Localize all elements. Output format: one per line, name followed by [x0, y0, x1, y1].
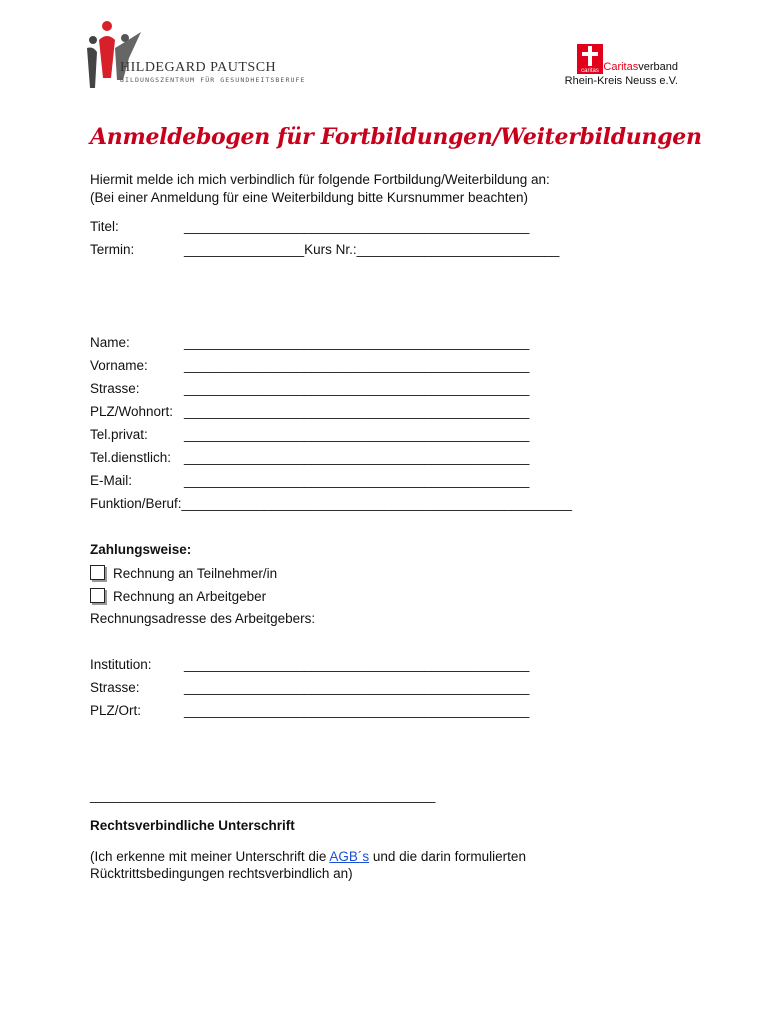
- intro-line-2: (Bei einer Anmeldung für eine Weiterbildung bitte Kursnummer beachten): [90, 190, 528, 205]
- course-title-label: Titel:: [90, 219, 119, 234]
- strasse-field[interactable]: ______________________________________________: [184, 381, 530, 396]
- caritas-cross-icon: [577, 44, 603, 74]
- plz-wohnort-label: PLZ/Wohnort:: [90, 404, 174, 419]
- tel-privat-label: Tel.privat:: [90, 427, 148, 442]
- participant-checkbox[interactable]: [90, 565, 105, 580]
- funktion-field[interactable]: ____________________________________________________: [181, 496, 572, 511]
- form-row: [90, 381, 529, 396]
- logo-title: HILDEGARD PAUTSCH: [120, 60, 277, 75]
- billing-address-heading: Rechnungsadresse des Arbeitgebers:: [90, 611, 316, 626]
- intro-text: [90, 171, 550, 207]
- employer-plz-ort-label: PLZ/Ort:: [90, 703, 142, 718]
- course-date-label: Termin:: [90, 242, 135, 257]
- tel-dienstlich-field[interactable]: ______________________________________________: [184, 450, 530, 465]
- signature-heading: Rechtsverbindliche Unterschrift: [90, 818, 295, 833]
- page-title: Anmeldebogen für Fortbildungen/Weiterbildungen: [90, 124, 702, 150]
- note-text-1: (Ich erkenne mit meiner Unterschrift die: [90, 849, 330, 864]
- employer-strasse-field[interactable]: ______________________________________________: [184, 680, 530, 695]
- funktion-label: Funktion/Beruf:: [90, 496, 182, 511]
- form-row: [90, 496, 572, 511]
- course-number-field[interactable]: ___________________________: [356, 242, 560, 257]
- form-row: [90, 657, 529, 672]
- form-row: [90, 358, 529, 373]
- form-row: [90, 404, 529, 419]
- tel-dienstlich-label: Tel.dienstlich:: [90, 450, 172, 465]
- form-row: [90, 427, 529, 442]
- course-title-field[interactable]: ______________________________________________: [184, 219, 530, 234]
- intro-line-1: Hiermit melde ich mich verbindlich für folgende Fortbildung/Weiterbildung an:: [90, 172, 550, 187]
- strasse-label: Strasse:: [90, 381, 140, 396]
- form-row: [90, 473, 529, 488]
- course-date-row: [90, 242, 559, 257]
- course-number-label: Kurs Nr.:: [304, 242, 357, 257]
- participant-option-label: Rechnung an Teilnehmer/in: [113, 566, 278, 581]
- caritas-region: Rhein-Kreis Neuss e.V.: [564, 75, 678, 87]
- institution-label: Institution:: [90, 657, 152, 672]
- institution-field[interactable]: ______________________________________________: [184, 657, 530, 672]
- caritas-red-text: Caritas: [603, 61, 639, 73]
- payment-heading: Zahlungsweise:: [90, 542, 192, 557]
- form-row: [90, 335, 529, 350]
- vorname-field[interactable]: ______________________________________________: [184, 358, 530, 373]
- course-date-field[interactable]: ________________: [184, 242, 305, 257]
- employer-plz-ort-field[interactable]: ______________________________________________: [184, 703, 530, 718]
- course-title-row: [90, 219, 529, 234]
- email-label: E-Mail:: [90, 473, 133, 488]
- form-row: [90, 450, 529, 465]
- payment-option-participant[interactable]: [90, 565, 277, 581]
- caritas-verband-text: verband: [638, 61, 678, 73]
- employer-checkbox[interactable]: [90, 588, 105, 603]
- caritas-logo: [565, 44, 678, 88]
- signature-note-line-1: [90, 849, 526, 864]
- employer-strasse-label: Strasse:: [90, 680, 140, 695]
- name-field[interactable]: ______________________________________________: [184, 335, 530, 350]
- payment-option-employer[interactable]: [90, 588, 266, 604]
- vorname-label: Vorname:: [90, 358, 148, 373]
- agb-link[interactable]: AGB´s: [329, 849, 370, 864]
- svg-text:caritas: caritas: [581, 68, 600, 74]
- signature-line[interactable]: ______________________________________________: [90, 788, 436, 803]
- signature-note-line-2: Rücktrittsbedingungen rechtsverbindlich an): [90, 866, 353, 881]
- employer-option-label: Rechnung an Arbeitgeber: [113, 589, 267, 604]
- name-label: Name:: [90, 335, 130, 350]
- tel-privat-field[interactable]: ______________________________________________: [184, 427, 530, 442]
- plz-wohnort-field[interactable]: ______________________________________________: [184, 404, 530, 419]
- logo-subtitle: BILDUNGSZENTRUM FÜR GESUNDHEITSBERUFE: [120, 76, 306, 84]
- email-field[interactable]: ______________________________________________: [184, 473, 530, 488]
- note-text-2: und die darin formulierten: [369, 849, 526, 864]
- form-row: [90, 680, 529, 695]
- form-row: [90, 703, 529, 718]
